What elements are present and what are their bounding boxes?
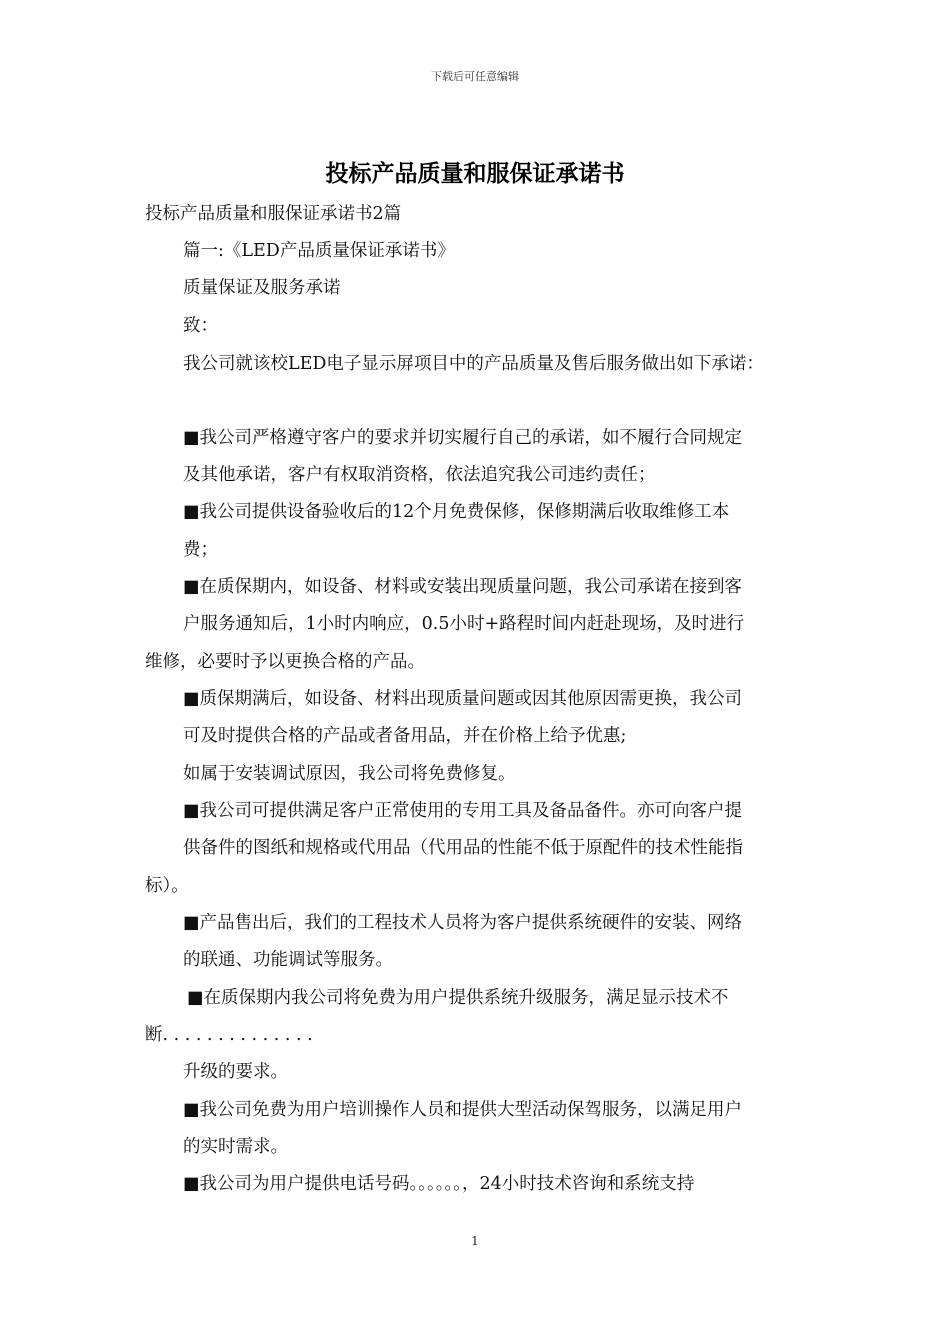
paragraph-line: ■我公司可提供满足客户正常使用的专用工具及备品备件。亦可向客户提 bbox=[183, 801, 743, 821]
paragraph-line: 断. . . . . . . . . . . . . . bbox=[145, 1025, 313, 1045]
paragraph-line: 可及时提供合格的产品或者备用品，并在价格上给予优惠; bbox=[183, 726, 627, 746]
paragraph-line: ■我公司为用户提供电话号码。。。。。。，24小时技术咨询和系统支持 bbox=[183, 1174, 695, 1194]
header-note: 下载后可任意编辑 bbox=[431, 70, 519, 83]
paragraph-line: ■我公司提供设备验收后的12个月免费保修，保修期满后收取维修工本 bbox=[183, 502, 730, 522]
paragraph-line: ■我公司免费为用户培训操作人员和提供大型活动保驾服务，以满足用户 bbox=[183, 1100, 743, 1120]
paragraph-line: ■在质保期内我公司将免费为用户提供系统升级服务，满足显示技术不 bbox=[187, 988, 729, 1008]
section-heading: 篇一:《LED产品质量保证承诺书》 bbox=[183, 241, 455, 261]
paragraph-line: 我公司就该校LED电子显示屏项目中的产品质量及售后服务做出如下承诺： bbox=[183, 354, 764, 374]
paragraph-line: ■产品售出后，我们的工程技术人员将为客户提供系统硬件的安装、网络 bbox=[183, 913, 743, 933]
paragraph-line: ■在质保期内，如设备、材料或安装出现质量问题，我公司承诺在接到客 bbox=[183, 577, 743, 597]
paragraph-line: 致： bbox=[183, 316, 218, 336]
paragraph-line: 户服务通知后，1小时内响应，0.5小时+路程时间内赶赴现场，及时进行 bbox=[183, 614, 745, 634]
paragraph-line: ■我公司严格遵守客户的要求并切实履行自己的承诺，如不履行合同规定 bbox=[183, 428, 743, 448]
paragraph-line: 如属于安装调试原因，我公司将免费修复。 bbox=[183, 764, 516, 784]
paragraph-line: 标）。 bbox=[145, 876, 189, 896]
subtitle-line: 投标产品质量和服保证承诺书2篇 bbox=[145, 204, 402, 224]
paragraph-line: 维修，必要时予以更换合格的产品。 bbox=[145, 652, 425, 672]
paragraph-line: 及其他承诺，客户有权取消资格，依法追究我公司违约责任； bbox=[183, 465, 656, 485]
paragraph-line: 质量保证及服务承诺 bbox=[183, 278, 341, 298]
paragraph-line: 的联通、功能调试等服务。 bbox=[183, 950, 393, 970]
paragraph-line: 供备件的图纸和规格或代用品（代用品的性能不低于原配件的技术性能指 bbox=[183, 838, 743, 858]
paragraph-line: 的实时需求。 bbox=[183, 1137, 288, 1157]
paragraph-line: ■质保期满后，如设备、材料出现质量问题或因其他原因需更换，我公司 bbox=[183, 689, 743, 709]
paragraph-line: 升级的要求。 bbox=[183, 1062, 288, 1082]
page-number: 1 bbox=[471, 1234, 479, 1248]
document-title: 投标产品质量和服保证承诺书 bbox=[325, 161, 625, 187]
paragraph-line: 费； bbox=[183, 540, 218, 560]
